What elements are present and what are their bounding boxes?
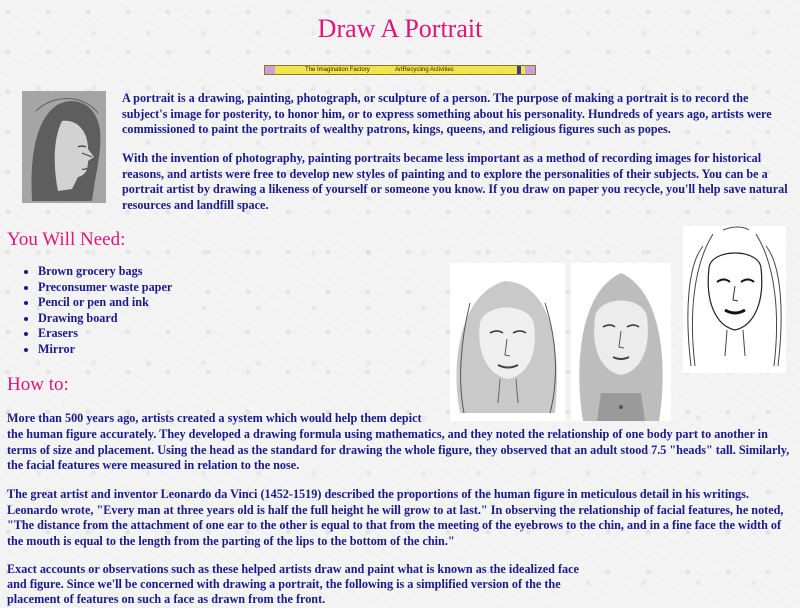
list-item: • Mirror — [38, 342, 172, 358]
howto-heading: How to: — [7, 374, 69, 395]
howto-paragraph-3-line-1: Exact accounts or observations such as these helped artists draw and paint what is known as the idealized face — [7, 562, 579, 576]
banner-right-cap — [525, 66, 535, 74]
list-item: • Brown grocery bags — [38, 264, 172, 280]
howto-paragraph-2: The great artist and inventor Leonardo da Vinci (1452-1519) described the proportions of the human figure in meticulous detail in his writings. Leonardo wrote, "Every man at three years old is half the full height he will grow to at last." In observing the relationship of facial features, he noted, "The distance from the attachment of one ear to the other is equal to that from the meeting of the eyebrows to the chin, and in a fine face the width of the mouth is equal to the length from the parting of the lips to the bottom of the chin." — [7, 487, 784, 548]
profile-portrait-image — [22, 91, 106, 203]
list-item: • Preconsumer waste paper — [38, 280, 172, 296]
list-item: • Drawing board — [38, 311, 172, 327]
banner-pencil-tip — [517, 66, 521, 74]
portrait-sketch-1-image — [450, 263, 565, 421]
page-title: Draw A Portrait — [317, 14, 483, 43]
intro-paragraph-2: With the invention of photography, painting portraits became less important as a method of recording images for historical reasons, and artists were free to develop new styles of painting and to explore the personalities of their subjects. You can be a portrait artist by drawing a likeness of yourself or someone you know. If you draw on paper you recycle, you'll help save natural resources and landfill space. — [122, 151, 788, 212]
list-item: • Erasers — [38, 326, 172, 342]
needs-heading: You Will Need: — [7, 229, 126, 250]
howto-paragraph-1: the human figure accurately. They developed a drawing formula using mathematics, and they noted the relationship of one body part to another in terms of size and placement. Using the head as the standard for drawing the whole figure, they observed that an adult stood 7.5 "heads" tall. Similarly, the facial features were measured in relation to the nose. — [7, 427, 790, 472]
banner-left-cap — [265, 66, 275, 74]
list-item: • Pencil or pen and ink — [38, 295, 172, 311]
howto-paragraph-3-line-2: and figure. Since we'll be concerned with drawing a portrait, the following is a simplified version of the the — [7, 577, 561, 591]
needs-list — [8, 264, 172, 358]
portrait-sketch-3-image — [683, 226, 786, 373]
intro-paragraph-1: A portrait is a drawing, painting, photograph, or sculpture of a person. The purpose of making a portrait is to record the subject's image for posterity, to honor him, or to express something about his personality. Hundreds of years ago, artists were commissioned to paint the portraits of wealthy patrons, kings, queens, and religious figures such as popes. — [122, 91, 772, 136]
howto-paragraph-3-line-3: placement of features on such a face as drawn from the front. — [7, 592, 326, 606]
site-banner[interactable] — [264, 65, 536, 75]
banner-section-name[interactable]: ArtRecycling Activities — [395, 67, 454, 73]
portrait-sketch-2-image — [571, 263, 671, 421]
banner-site-name[interactable]: The Imagination Factory — [305, 67, 370, 73]
howto-paragraph-1-line-1: More than 500 years ago, artists created a system which would help them depict — [7, 411, 422, 425]
